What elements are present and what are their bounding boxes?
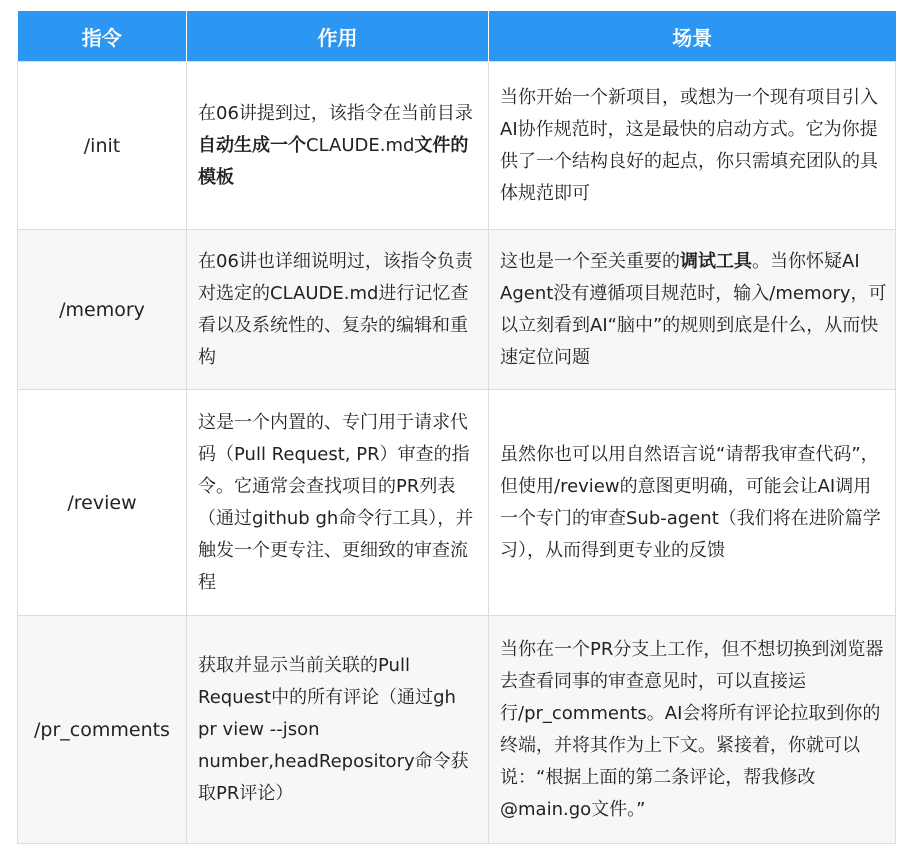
scenario-cell <box>489 390 896 616</box>
usage-text: 获取并显示当前关联的Pull Request中的所有评论（通过gh pr view --json number,headRepository命令获取PR评论） <box>198 654 469 804</box>
table-row <box>18 62 896 230</box>
header-usage: 作用 <box>187 11 489 62</box>
command-cell: /init <box>18 62 187 230</box>
header-command: 指令 <box>18 11 187 62</box>
table-row <box>18 230 896 390</box>
usage-cell <box>187 230 489 390</box>
scenario-text: 这也是一个至关重要的 <box>500 250 680 272</box>
scenario-cell <box>489 62 896 230</box>
commands-table <box>17 11 896 844</box>
usage-cell <box>187 62 489 230</box>
usage-bold-text: 自动生成一个 <box>198 134 306 156</box>
usage-text: CLAUDE.md <box>306 134 415 156</box>
usage-text: 在06讲也详细说明过，该指令负责对选定的CLAUDE.md进行记忆查看以及系统性的、复杂的编辑和重构 <box>198 250 473 368</box>
scenario-bold-text: 调试工具 <box>680 250 752 272</box>
usage-cell <box>187 616 489 844</box>
scenario-cell <box>489 230 896 390</box>
header-scenario: 场景 <box>489 11 896 62</box>
usage-text: 这是一个内置的、专门用于请求代码（Pull Request, PR）审查的指令。它通常会查找项目的PR列表（通过github gh命令行工具），并触发一个更专注、更细致的审查流程 <box>198 411 474 593</box>
command-cell: /memory <box>18 230 187 390</box>
scenario-text: 虽然你也可以用自然语言说“请帮我审查代码”，但使用/review的意图更明确，可能会让AI调用一个专门的审查Sub-agent（我们将在进阶篇学习），从而得到更专业的反馈 <box>500 443 881 561</box>
usage-text: 在06讲提到过，该指令在当前目录 <box>198 102 473 124</box>
command-cell: /pr_comments <box>18 616 187 844</box>
scenario-text: 当你开始一个新项目，或想为一个现有项目引入AI协作规范时，这是最快的启动方式。它为你提供了一个结构良好的起点，你只需填充团队的具体规范即可 <box>500 86 878 204</box>
usage-cell <box>187 390 489 616</box>
table-row <box>18 616 896 844</box>
scenario-cell <box>489 616 896 844</box>
usage-bold-text: 文件的模板 <box>198 134 469 188</box>
table-header-row <box>18 11 896 62</box>
table-row <box>18 390 896 616</box>
scenario-text: 当你在一个PR分支上工作，但不想切换到浏览器去查看同事的审查意见时，可以直接运行/pr_comments。AI会将所有评论拉取到你的终端，并将其作为上下文。紧接着，你就可以说：“根据上面的第二条评论，帮我修改@main.go文件。” <box>500 638 884 820</box>
command-cell: /review <box>18 390 187 616</box>
scenario-text: 。当你怀疑AI Agent没有遵循项目规范时，输入/memory，可以立刻看到AI“脑中”的规则到底是什么，从而快速定位问题 <box>500 250 887 368</box>
